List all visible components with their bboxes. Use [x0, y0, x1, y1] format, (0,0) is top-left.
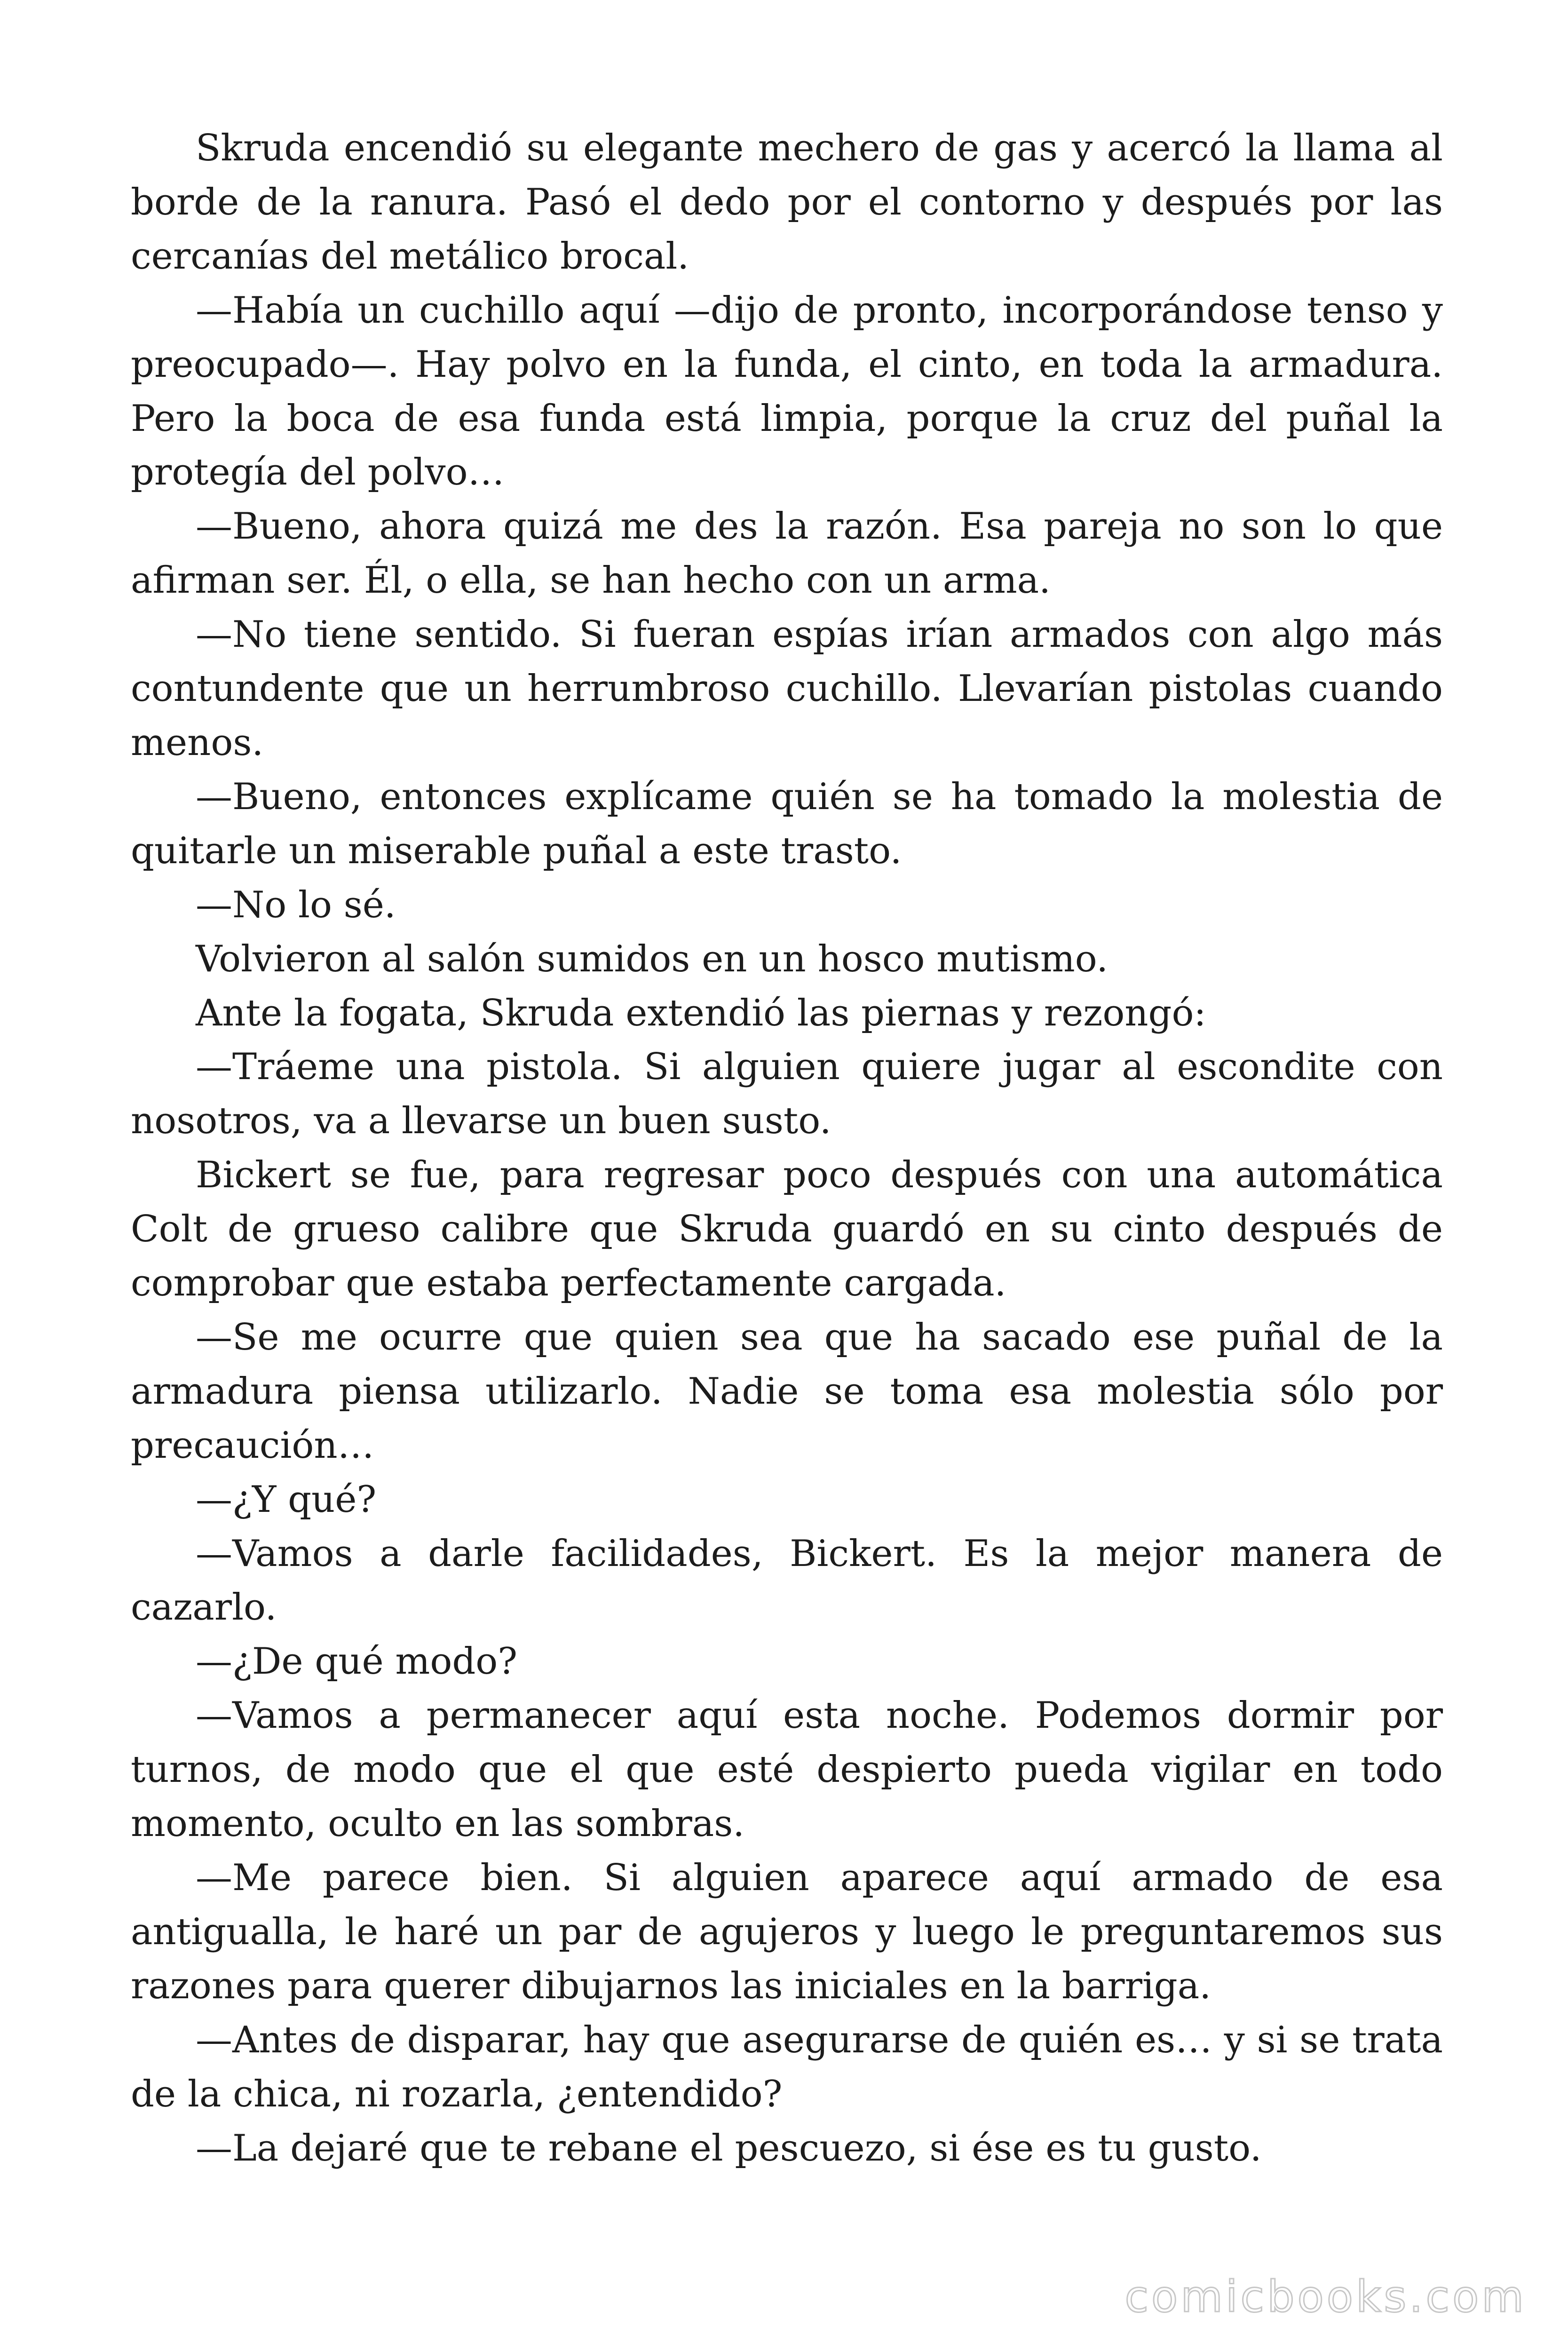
paragraph: —¿Y qué?: [196, 1478, 377, 1521]
paragraph: —Vamos a permanecer aquí esta noche. Podemos dormir por turnos, de modo que el que esté despierto pueda vigilar en todo momento, oculto en las sombras.: [131, 1694, 1443, 1845]
paragraph: —Se me ocurre que quien sea que ha sacado ese puñal de la armadura piensa utilizarlo. Nadie se toma esa molestia sólo por precaución…: [131, 1316, 1443, 1467]
paragraph: —Había un cuchillo aquí —dijo de pronto, incorporándose tenso y preocupado—. Hay polvo en la funda, el cinto, en toda la armadura. Pero la boca de esa funda está limpia, porque la cruz del puñal la protegía del polvo…: [131, 289, 1443, 494]
paragraph: Bickert se fue, para regresar poco después con una automática Colt de grueso calibre que Skruda guardó en su cinto después de comprobar que estaba perfectamente cargada.: [131, 1154, 1443, 1305]
paragraph: —Bueno, entonces explícame quién se ha tomado la molestia de quitarle un miserable puñal a este trasto.: [131, 775, 1443, 872]
paragraph: —Tráeme una pistola. Si alguien quiere jugar al escondite con nosotros, va a llevarse un buen susto.: [131, 1046, 1443, 1143]
paragraph: —Antes de disparar, hay que asegurarse de quién es… y si se trata de la chica, ni rozarla, ¿entendido?: [131, 2018, 1443, 2115]
paragraph: —Me parece bien. Si alguien aparece aquí armado de esa antigualla, le haré un par de agujeros y luego le preguntaremos sus razones para querer dibujarnos las iniciales en la barriga.: [131, 1857, 1443, 2007]
watermark-text: comicbooks.com: [1125, 2272, 1527, 2322]
paragraph: —No tiene sentido. Si fueran espías irían armados con algo más contundente que un herrumbroso cuchillo. Llevarían pistolas cuando menos.: [131, 613, 1443, 764]
paragraph: —Bueno, ahora quizá me des la razón. Esa pareja no son lo que afirman ser. Él, o ella, se han hecho con un arma.: [131, 505, 1443, 602]
paragraph: Volvieron al salón sumidos en un hosco mutismo.: [196, 938, 1109, 980]
paragraph: Ante la fogata, Skruda extendió las piernas y rezongó:: [196, 992, 1206, 1034]
book-page-text: [131, 121, 1443, 2175]
paragraph: Skruda encendió su elegante mechero de gas y acercó la llama al borde de la ranura. Pasó el dedo por el contorno y después por las cercanías del metálico brocal.: [131, 127, 1443, 278]
paragraph: —No lo sé.: [196, 883, 396, 926]
paragraph: —La dejaré que te rebane el pescuezo, si ése es tu gusto.: [196, 2127, 1262, 2169]
paragraph: —Vamos a darle facilidades, Bickert. Es la mejor manera de cazarlo.: [131, 1532, 1443, 1629]
paragraph: —¿De qué modo?: [196, 1640, 518, 1683]
